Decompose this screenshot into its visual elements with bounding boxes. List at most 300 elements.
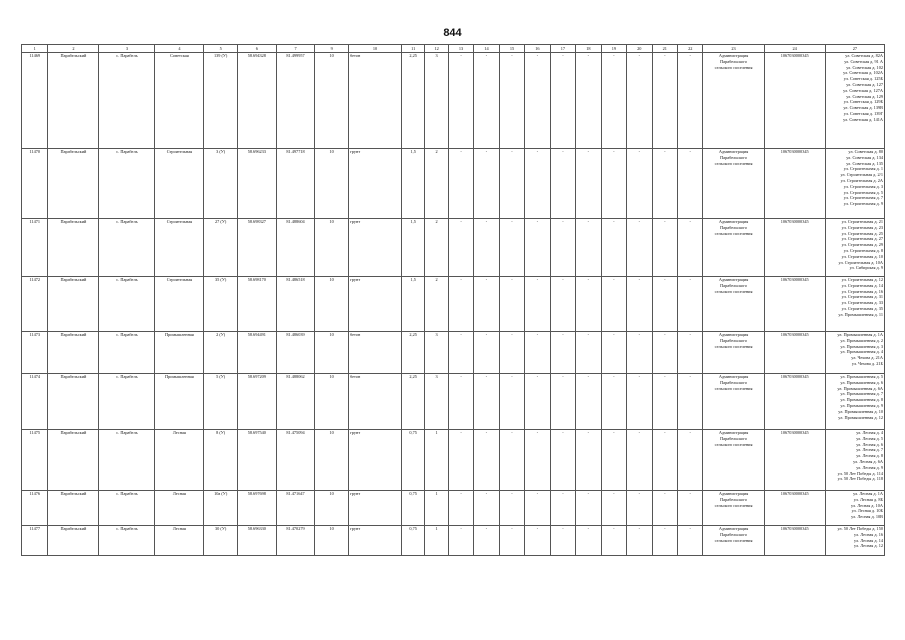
- address-line: ул. Лесная д. 8: [856, 453, 883, 459]
- cell-col9: 10: [315, 332, 349, 374]
- cell-dash: -: [652, 53, 677, 149]
- cell-inn: 1067030000345: [764, 430, 825, 491]
- address-line: ул. Строительная д. 12: [841, 277, 883, 282]
- cell-col9: 10: [315, 491, 349, 526]
- cell-dash: -: [627, 53, 652, 149]
- cell-number: 139 (У): [204, 53, 238, 149]
- admin-line: сельского поселения: [714, 537, 753, 543]
- column-header: 3: [99, 45, 155, 53]
- cell-dash: -: [601, 219, 626, 277]
- cell-administration: [703, 219, 764, 277]
- address-line: ул. Строительная д. 29: [841, 242, 883, 248]
- cell-dash: -: [525, 149, 550, 219]
- cell-locality: с. Парабель: [99, 332, 155, 374]
- cell-locality: с. Парабель: [99, 219, 155, 277]
- cell-latitude: 58.696233: [237, 149, 276, 219]
- cell-district: Парабельский: [48, 332, 99, 374]
- page-number: 844: [443, 27, 462, 39]
- cell-id: 11473: [22, 332, 48, 374]
- address-line: ул. Строительная д. 2А: [840, 177, 883, 183]
- cell-dash: -: [652, 526, 677, 556]
- address-line: ул. Промышленная д. 2: [840, 337, 883, 343]
- cell-locality: с. Парабель: [99, 430, 155, 491]
- cell-inn: 1067030000345: [764, 277, 825, 332]
- column-header: 9: [315, 45, 349, 53]
- registry-table: [21, 44, 885, 556]
- address-line: ул. Советская д. 102: [846, 64, 883, 70]
- table-row: [22, 149, 885, 219]
- admin-line: Парабельского: [720, 531, 748, 537]
- cell-district: Парабельский: [48, 219, 99, 277]
- cell-count: 2: [425, 149, 448, 219]
- address-line: ул. Строительная д. 9: [843, 201, 883, 207]
- address-line: ул. 50 Лет Победы д. 118: [837, 476, 883, 482]
- cell-surface: грунт: [348, 219, 401, 277]
- admin-line: Парабельского: [720, 435, 748, 441]
- column-header: 2: [48, 45, 99, 53]
- cell-district: Парабельский: [48, 277, 99, 332]
- cell-district: Парабельский: [48, 491, 99, 526]
- cell-dash: -: [601, 149, 626, 219]
- address-line: ул. Промышленная д. 6: [840, 379, 883, 385]
- cell-administration: [703, 332, 764, 374]
- cell-dash: -: [678, 491, 703, 526]
- admin-line: Администрация: [718, 149, 749, 154]
- cell-id: 11472: [22, 277, 48, 332]
- cell-dash: -: [601, 374, 626, 430]
- column-header: 21: [652, 45, 677, 53]
- column-header: 27: [825, 45, 884, 53]
- cell-dash: -: [678, 277, 703, 332]
- cell-area: 1,5: [401, 277, 424, 332]
- address-line: ул. Промышленная д. 4: [840, 349, 883, 355]
- cell-surface: грунт: [348, 149, 401, 219]
- table-row: [22, 53, 885, 149]
- admin-line: Парабельского: [720, 282, 748, 288]
- cell-dash: -: [448, 526, 473, 556]
- column-header: 23: [703, 45, 764, 53]
- cell-longitude: 81.499957: [276, 53, 315, 149]
- cell-longitude: 81.471647: [276, 491, 315, 526]
- cell-dash: -: [550, 374, 575, 430]
- cell-dash: -: [601, 53, 626, 149]
- cell-inn: 1067030000345: [764, 219, 825, 277]
- cell-locality: с. Парабель: [99, 277, 155, 332]
- cell-street: Строительная: [155, 149, 204, 219]
- cell-longitude: 81.488604: [276, 219, 315, 277]
- admin-line: сельского поселения: [714, 385, 753, 391]
- cell-dash: -: [525, 526, 550, 556]
- cell-dash: -: [627, 526, 652, 556]
- address-line: ул. Промышленная д. 10: [838, 408, 883, 414]
- admin-line: Администрация: [718, 332, 749, 337]
- table-body: [22, 53, 885, 556]
- cell-district: Парабельский: [48, 526, 99, 556]
- table-row: [22, 332, 885, 374]
- cell-locality: с. Парабель: [99, 526, 155, 556]
- cell-dash: -: [550, 219, 575, 277]
- cell-longitude: 81.497718: [276, 149, 315, 219]
- admin-line: сельского поселения: [714, 288, 753, 294]
- address-line: ул. Лесная д. 12: [854, 543, 883, 549]
- cell-latitude: 58.694491: [237, 332, 276, 374]
- cell-inn: 1067030000345: [764, 526, 825, 556]
- address-line: ул. Советская д. 135: [846, 160, 883, 166]
- address-line: ул. Советская д. 139Г: [843, 110, 883, 116]
- cell-inn: 1067030000345: [764, 53, 825, 149]
- address-line: ул. Лесная д. 4: [856, 430, 883, 435]
- address-line: ул. Советская д. 80: [848, 149, 883, 154]
- cell-id: 11475: [22, 430, 48, 491]
- cell-dash: -: [448, 374, 473, 430]
- address-line: ул. Советская д. 127: [846, 81, 883, 87]
- cell-surface: бетон: [348, 332, 401, 374]
- table-row: [22, 374, 885, 430]
- cell-dash: -: [678, 53, 703, 149]
- cell-dash: -: [474, 430, 499, 491]
- cell-street: Советская: [155, 53, 204, 149]
- cell-dash: -: [499, 526, 524, 556]
- cell-longitude: 81.470279: [276, 526, 315, 556]
- address-line: ул. Советская д. 91 А: [844, 58, 883, 64]
- cell-dash: -: [652, 430, 677, 491]
- cell-number: 5 (У): [204, 374, 238, 430]
- cell-dash: -: [652, 491, 677, 526]
- cell-dash: -: [550, 277, 575, 332]
- cell-dash: -: [550, 526, 575, 556]
- cell-dash: -: [652, 277, 677, 332]
- column-header: 22: [678, 45, 703, 53]
- address-line: ул. Сибирская д. 9: [849, 265, 883, 271]
- cell-dash: -: [550, 332, 575, 374]
- cell-dash: -: [474, 149, 499, 219]
- cell-dash: -: [525, 491, 550, 526]
- address-line: ул. Строительная д. 1: [843, 166, 883, 172]
- admin-line: Парабельского: [720, 154, 748, 160]
- address-line: ул. Строительная д. 2/1: [840, 172, 883, 178]
- address-line: ул. Промышленная д. 12: [838, 414, 883, 420]
- address-line: ул. Строительная д. 10: [841, 253, 883, 259]
- cell-number: 3 (У): [204, 149, 238, 219]
- address-line: ул. Лесная д. 10В: [851, 514, 883, 520]
- cell-dash: -: [474, 277, 499, 332]
- address-line: ул. Строительная д. 16: [841, 288, 883, 294]
- cell-col9: 10: [315, 219, 349, 277]
- cell-addresses: [825, 430, 884, 491]
- cell-area: 1,5: [401, 149, 424, 219]
- address-line: ул. Советская д. 129: [846, 93, 883, 99]
- column-header: 12: [425, 45, 448, 53]
- cell-locality: с. Парабель: [99, 491, 155, 526]
- cell-col9: 10: [315, 430, 349, 491]
- cell-dash: -: [576, 219, 601, 277]
- cell-surface: грунт: [348, 491, 401, 526]
- address-line: ул. Лесная д. 6: [856, 441, 883, 447]
- cell-dash: -: [652, 374, 677, 430]
- cell-district: Парабельский: [48, 374, 99, 430]
- cell-administration: [703, 374, 764, 430]
- cell-street: Промышленная: [155, 332, 204, 374]
- cell-district: Парабельский: [48, 149, 99, 219]
- cell-number: 2 (У): [204, 332, 238, 374]
- cell-dash: -: [499, 332, 524, 374]
- address-line: ул. 50 Лет Победы д. 150: [837, 526, 883, 531]
- address-line: ул. Чехова д. 21Б: [851, 360, 883, 366]
- cell-dash: -: [576, 53, 601, 149]
- cell-longitude: 81.486039: [276, 332, 315, 374]
- address-line: ул. Промышленная д. 11: [838, 311, 883, 317]
- cell-dash: -: [474, 332, 499, 374]
- address-line: ул. Лесная д. 5: [856, 435, 883, 441]
- cell-dash: -: [576, 374, 601, 430]
- admin-line: Парабельского: [720, 496, 748, 502]
- cell-dash: -: [448, 430, 473, 491]
- cell-dash: -: [601, 526, 626, 556]
- cell-area: 0,75: [401, 491, 424, 526]
- cell-dash: -: [448, 332, 473, 374]
- address-line: ул. Строительная д. 25: [841, 230, 883, 236]
- address-line: ул. Строительная д. 23: [841, 224, 883, 230]
- address-line: ул. Промышленная д. 5: [840, 374, 883, 379]
- cell-dash: -: [550, 430, 575, 491]
- cell-administration: [703, 53, 764, 149]
- column-header: 20: [627, 45, 652, 53]
- cell-area: 1,5: [401, 219, 424, 277]
- table-row: [22, 526, 885, 556]
- cell-street: Промышленная: [155, 374, 204, 430]
- cell-count: 1: [425, 491, 448, 526]
- column-header: 13: [448, 45, 473, 53]
- cell-street: Лесная: [155, 491, 204, 526]
- column-header: 10: [348, 45, 401, 53]
- cell-latitude: 58.697209: [237, 374, 276, 430]
- address-line: ул. 50 Лет Победы д. 114: [837, 470, 883, 476]
- column-header: 11: [401, 45, 424, 53]
- cell-dash: -: [678, 149, 703, 219]
- cell-locality: с. Парабель: [99, 53, 155, 149]
- admin-line: сельского поселения: [714, 160, 753, 166]
- cell-dash: -: [601, 332, 626, 374]
- address-line: ул. Строительная д. 21: [841, 219, 883, 224]
- cell-count: 3: [425, 53, 448, 149]
- address-line: ул. Строительная д. 14: [841, 282, 883, 288]
- column-header: 14: [474, 45, 499, 53]
- cell-latitude: 58.697540: [237, 430, 276, 491]
- address-line: ул. Советская д. 125Б: [843, 76, 883, 82]
- cell-dash: -: [474, 491, 499, 526]
- address-line: ул. Советская д. 82А: [845, 53, 883, 58]
- admin-line: сельского поселения: [714, 343, 753, 349]
- column-header: 15: [499, 45, 524, 53]
- cell-dash: -: [499, 277, 524, 332]
- cell-dash: -: [678, 430, 703, 491]
- address-line: ул. Строительная д. 8: [843, 247, 883, 253]
- cell-dash: -: [499, 491, 524, 526]
- cell-number: 10а (У): [204, 491, 238, 526]
- cell-count: 1: [425, 430, 448, 491]
- cell-dash: -: [525, 430, 550, 491]
- cell-inn: 1067030000345: [764, 491, 825, 526]
- cell-surface: бетон: [348, 374, 401, 430]
- address-line: ул. Советская д. 139В: [843, 105, 883, 111]
- address-line: ул. Промышленная д. 7: [840, 391, 883, 397]
- cell-area: 2,25: [401, 374, 424, 430]
- cell-latitude: 58.698170: [237, 277, 276, 332]
- cell-number: 27 (У): [204, 219, 238, 277]
- address-line: ул. Советская д. 127А: [843, 87, 883, 93]
- cell-street: Строительная: [155, 219, 204, 277]
- cell-district: Парабельский: [48, 53, 99, 149]
- cell-dash: -: [576, 491, 601, 526]
- cell-col9: 10: [315, 149, 349, 219]
- cell-dash: -: [448, 491, 473, 526]
- cell-dash: -: [627, 430, 652, 491]
- cell-addresses: [825, 149, 884, 219]
- table-row: [22, 491, 885, 526]
- cell-dash: -: [627, 219, 652, 277]
- cell-dash: -: [601, 277, 626, 332]
- cell-dash: -: [576, 332, 601, 374]
- address-line: ул. Советская д. 141А: [843, 116, 883, 122]
- cell-dash: -: [627, 374, 652, 430]
- cell-count: 1: [425, 526, 448, 556]
- cell-latitude: 58.698327: [237, 219, 276, 277]
- address-line: ул. Лесная д. 16: [854, 531, 883, 537]
- admin-line: Парабельского: [720, 224, 748, 230]
- address-line: ул. Строительная д. 3: [843, 183, 883, 189]
- cell-surface: грунт: [348, 277, 401, 332]
- cell-dash: -: [601, 430, 626, 491]
- cell-number: 8 (У): [204, 430, 238, 491]
- cell-surface: грунт: [348, 526, 401, 556]
- cell-inn: 1067030000345: [764, 332, 825, 374]
- address-line: ул. Промышленная д. 6А: [837, 385, 883, 391]
- cell-dash: -: [499, 374, 524, 430]
- cell-id: 11471: [22, 219, 48, 277]
- address-line: ул. Промышленная д. 8: [840, 397, 883, 403]
- cell-id: 11470: [22, 149, 48, 219]
- cell-dash: -: [576, 149, 601, 219]
- column-header: 1: [22, 45, 48, 53]
- address-line: ул. Строительная д. 5: [843, 189, 883, 195]
- admin-line: Администрация: [718, 53, 749, 58]
- address-line: ул. Лесная д. 6А: [853, 458, 883, 464]
- column-header: 17: [550, 45, 575, 53]
- cell-dash: -: [448, 277, 473, 332]
- cell-id: 11477: [22, 526, 48, 556]
- cell-dash: -: [678, 374, 703, 430]
- address-line: ул. Строительная д. 7: [843, 195, 883, 201]
- cell-dash: -: [576, 277, 601, 332]
- cell-dash: -: [499, 149, 524, 219]
- cell-dash: -: [499, 219, 524, 277]
- admin-line: сельского поселения: [714, 64, 753, 70]
- cell-dash: -: [474, 53, 499, 149]
- cell-administration: [703, 277, 764, 332]
- address-line: ул. Промышленная д. 3: [840, 343, 883, 349]
- cell-dash: -: [448, 149, 473, 219]
- address-line: ул. Советская д. 129Б: [843, 99, 883, 105]
- address-line: ул. Чехова д. 21А: [851, 355, 883, 361]
- cell-number: 30 (У): [204, 526, 238, 556]
- cell-area: 2,25: [401, 53, 424, 149]
- cell-dash: -: [601, 491, 626, 526]
- admin-line: Администрация: [718, 374, 749, 379]
- cell-dash: -: [678, 219, 703, 277]
- cell-dash: -: [576, 430, 601, 491]
- column-header: 6: [237, 45, 276, 53]
- cell-addresses: [825, 491, 884, 526]
- table-row: [22, 430, 885, 491]
- cell-dash: -: [448, 219, 473, 277]
- cell-col9: 10: [315, 53, 349, 149]
- cell-col9: 10: [315, 277, 349, 332]
- cell-dash: -: [474, 526, 499, 556]
- cell-latitude: 58.694328: [237, 53, 276, 149]
- cell-administration: [703, 430, 764, 491]
- cell-latitude: 58.696330: [237, 526, 276, 556]
- cell-dash: -: [627, 491, 652, 526]
- cell-dash: -: [525, 219, 550, 277]
- admin-line: Парабельского: [720, 58, 748, 64]
- cell-dash: -: [525, 277, 550, 332]
- address-line: ул. Строительная д. 33: [841, 300, 883, 306]
- column-header: 19: [601, 45, 626, 53]
- cell-area: 0,75: [401, 526, 424, 556]
- cell-district: Парабельский: [48, 430, 99, 491]
- admin-line: Администрация: [718, 491, 749, 496]
- cell-count: 2: [425, 277, 448, 332]
- cell-col9: 10: [315, 374, 349, 430]
- cell-administration: [703, 149, 764, 219]
- cell-number: 35 (У): [204, 277, 238, 332]
- address-line: ул. Строительная д. 35: [841, 305, 883, 311]
- cell-administration: [703, 491, 764, 526]
- cell-dash: -: [576, 526, 601, 556]
- cell-locality: с. Парабель: [99, 149, 155, 219]
- cell-addresses: [825, 526, 884, 556]
- table-row: [22, 219, 885, 277]
- address-line: ул. Строительная д. 31: [841, 294, 883, 300]
- cell-count: 2: [425, 219, 448, 277]
- address-line: ул. Лесная д. 14: [854, 537, 883, 543]
- cell-dash: -: [627, 149, 652, 219]
- admin-line: Парабельского: [720, 337, 748, 343]
- cell-id: 11476: [22, 491, 48, 526]
- cell-dash: -: [627, 277, 652, 332]
- cell-dash: -: [474, 219, 499, 277]
- cell-addresses: [825, 332, 884, 374]
- address-line: ул. Строительная д. 10А: [838, 259, 883, 265]
- cell-street: Строительная: [155, 277, 204, 332]
- column-header: 5: [204, 45, 238, 53]
- cell-longitude: 81.488062: [276, 374, 315, 430]
- address-line: ул. Строительная д. 27: [841, 236, 883, 242]
- column-header: 4: [155, 45, 204, 53]
- address-line: ул. Лесная д. 1А: [853, 491, 883, 496]
- table-row: [22, 277, 885, 332]
- cell-inn: 1067030000345: [764, 374, 825, 430]
- cell-street: Лесная: [155, 430, 204, 491]
- cell-dash: -: [525, 374, 550, 430]
- address-line: ул. Промышленная д. 9: [840, 402, 883, 408]
- column-number-row: [22, 45, 885, 53]
- address-line: ул. Лесная д. 10А: [850, 502, 883, 508]
- cell-area: 2,25: [401, 332, 424, 374]
- column-header: 18: [576, 45, 601, 53]
- cell-longitude: 81.475094: [276, 430, 315, 491]
- cell-id: 11474: [22, 374, 48, 430]
